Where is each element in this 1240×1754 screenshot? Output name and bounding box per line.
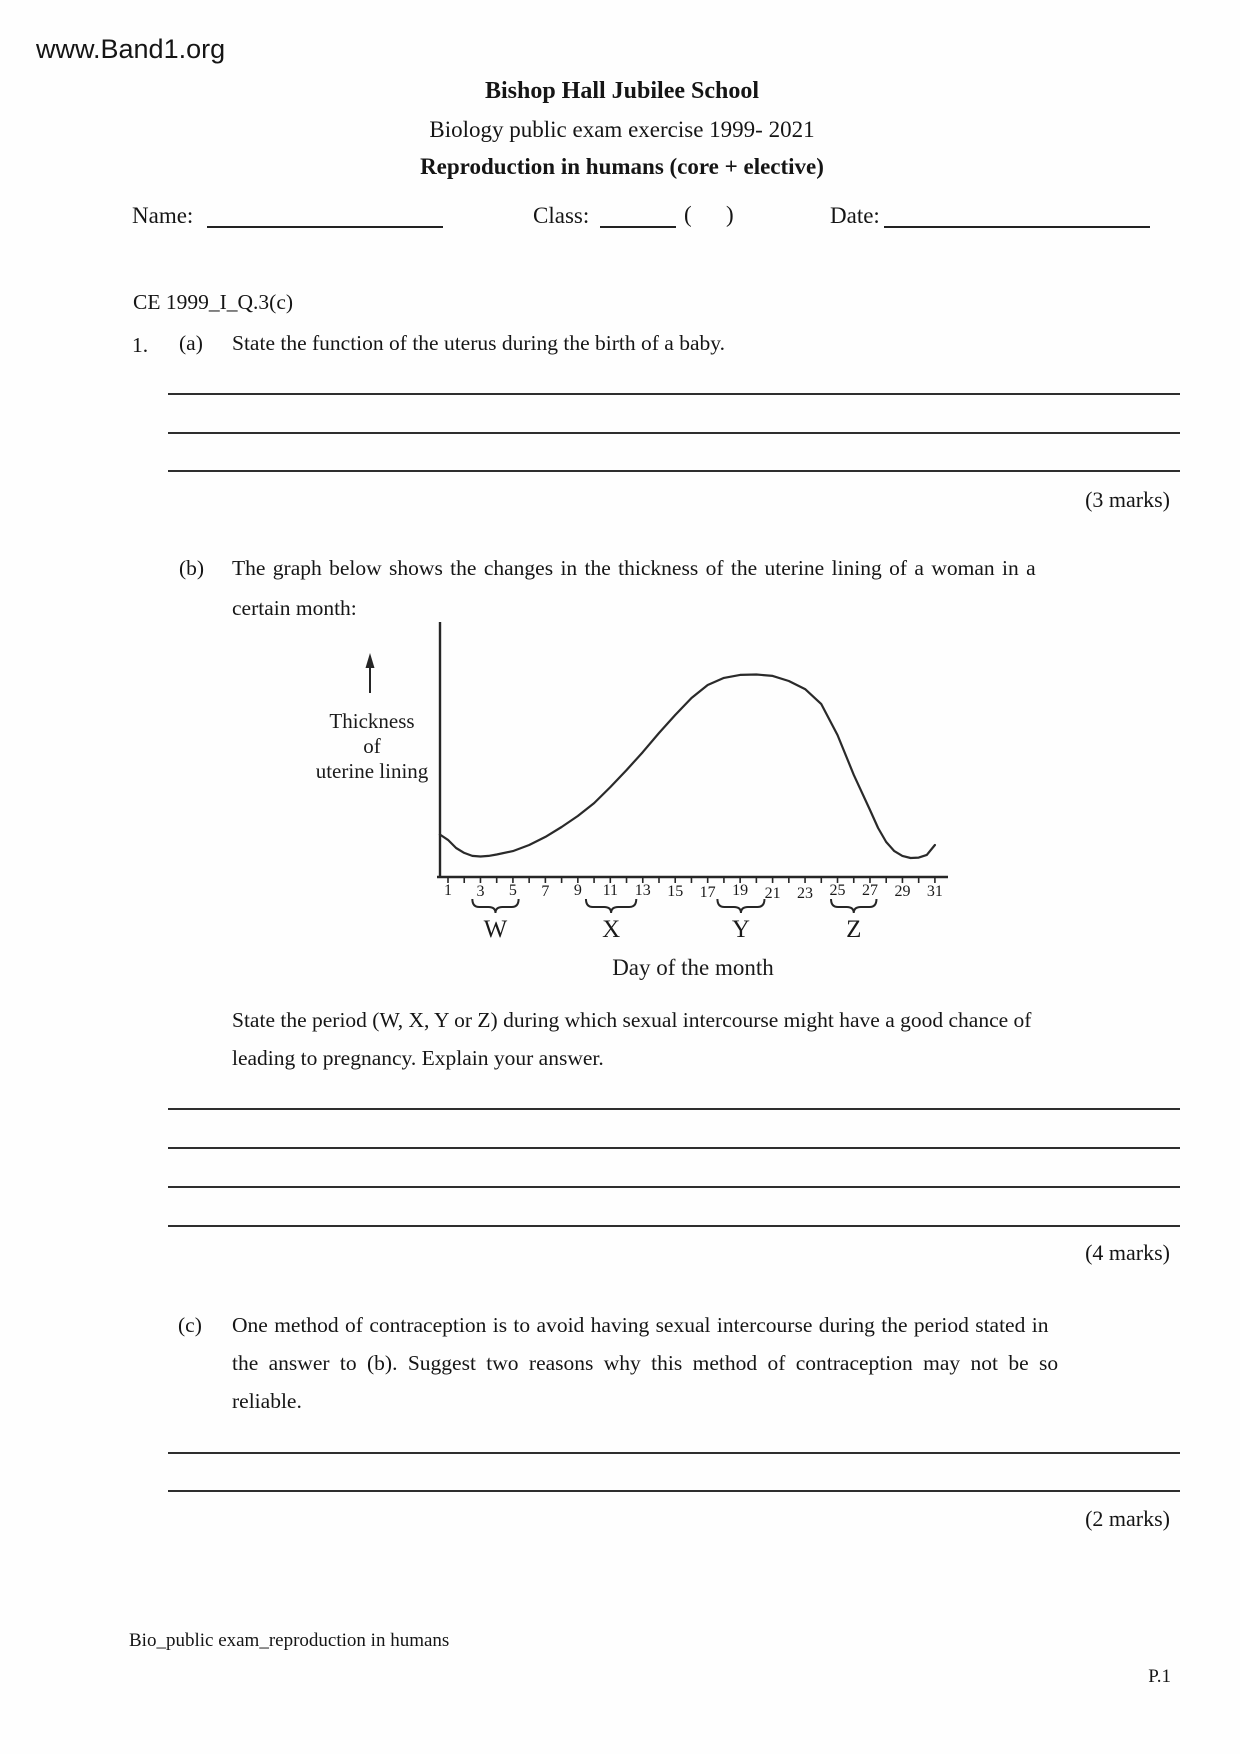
x-tick-label: 15 — [667, 883, 684, 900]
part-b-question-line2: leading to pregnancy. Explain your answer. — [232, 1046, 604, 1070]
page-number: P.1 — [1148, 1666, 1171, 1687]
date-label: Date: — [830, 203, 880, 228]
part-c-line1: One method of contraception is to avoid having sexual intercourse during the period stated in — [232, 1313, 1049, 1337]
y-axis-label: of — [363, 734, 381, 758]
date-underline — [884, 226, 1150, 228]
name-label: Name: — [132, 203, 194, 228]
class-paren-open: ( — [684, 202, 692, 227]
answer-line — [168, 1147, 1180, 1149]
period-label: X — [602, 916, 621, 943]
period-label: W — [483, 916, 508, 943]
part-a-text: State the function of the uterus during the birth of a baby. — [232, 331, 725, 355]
marks-a: (3 marks) — [1085, 487, 1170, 512]
up-arrow-head-icon — [366, 653, 375, 668]
part-b-question-line1: State the period (W, X, Y or Z) during which sexual intercourse might have a good chance of — [232, 1008, 1032, 1032]
x-axis-title: Day of the month — [612, 955, 774, 980]
x-tick-label: 27 — [861, 882, 878, 899]
x-tick-label: 3 — [476, 883, 485, 900]
name-underline — [207, 226, 443, 228]
answer-line — [168, 1490, 1180, 1492]
period-label: Y — [731, 916, 750, 943]
period-label: Z — [846, 916, 862, 943]
exam-title: Biology public exam exercise 1999- 2021 — [429, 117, 815, 142]
part-a-label: (a) — [179, 331, 203, 355]
answer-line — [168, 1225, 1180, 1227]
x-tick-label: 9 — [573, 882, 582, 899]
x-tick-label: 13 — [634, 882, 651, 899]
answer-line — [168, 1452, 1180, 1454]
x-tick-label: 29 — [894, 883, 911, 900]
school-name: Bishop Hall Jubilee School — [484, 78, 760, 104]
x-tick-label: 5 — [508, 882, 517, 899]
part-b-label: (b) — [179, 556, 205, 580]
class-label: Class: — [533, 203, 590, 228]
part-c-line2: the answer to (b). Suggest two reasons why this method of contraception may not be so — [232, 1351, 1059, 1375]
x-tick-label: 31 — [926, 883, 943, 900]
answer-line — [168, 470, 1180, 472]
footer-title: Bio_public exam_reproduction in humans — [129, 1630, 450, 1651]
question-reference: CE 1999_I_Q.3(c) — [133, 290, 294, 314]
x-tick-label: 21 — [764, 885, 781, 902]
x-tick-label: 19 — [732, 882, 749, 899]
answer-line — [168, 1186, 1180, 1188]
marks-b: (4 marks) — [1085, 1240, 1170, 1265]
part-b-intro-line1: The graph below shows the changes in the thickness of the uterine lining of a woman in a — [232, 556, 1036, 580]
question-number: 1. — [132, 333, 149, 357]
period-brace — [586, 899, 636, 913]
watermark: www.Band1.org — [36, 34, 226, 64]
marks-c: (2 marks) — [1085, 1506, 1170, 1531]
topic-title: Reproduction in humans (core + elective) — [420, 154, 824, 179]
x-tick-label: 25 — [829, 882, 846, 899]
period-brace — [717, 899, 764, 913]
x-tick-label: 23 — [797, 885, 814, 902]
x-tick-label: 1 — [444, 882, 452, 899]
x-tick-label: 7 — [541, 883, 550, 900]
part-c-label: (c) — [178, 1313, 202, 1337]
answer-line — [168, 393, 1180, 395]
class-paren-close: ) — [726, 202, 734, 227]
thickness-curve — [440, 675, 935, 859]
part-c-line3: reliable. — [232, 1389, 302, 1413]
answer-line — [168, 1108, 1180, 1110]
period-brace — [831, 899, 876, 913]
answer-line — [168, 432, 1180, 434]
y-axis-label: uterine lining — [315, 759, 429, 783]
part-b-intro-line2: certain month: — [232, 596, 357, 620]
y-axis-label: Thickness — [329, 709, 415, 733]
uterine-lining-chart — [300, 575, 960, 985]
x-tick-label: 11 — [602, 882, 619, 899]
class-underline — [600, 226, 676, 228]
x-tick-label: 17 — [699, 884, 716, 901]
period-brace — [472, 899, 518, 913]
